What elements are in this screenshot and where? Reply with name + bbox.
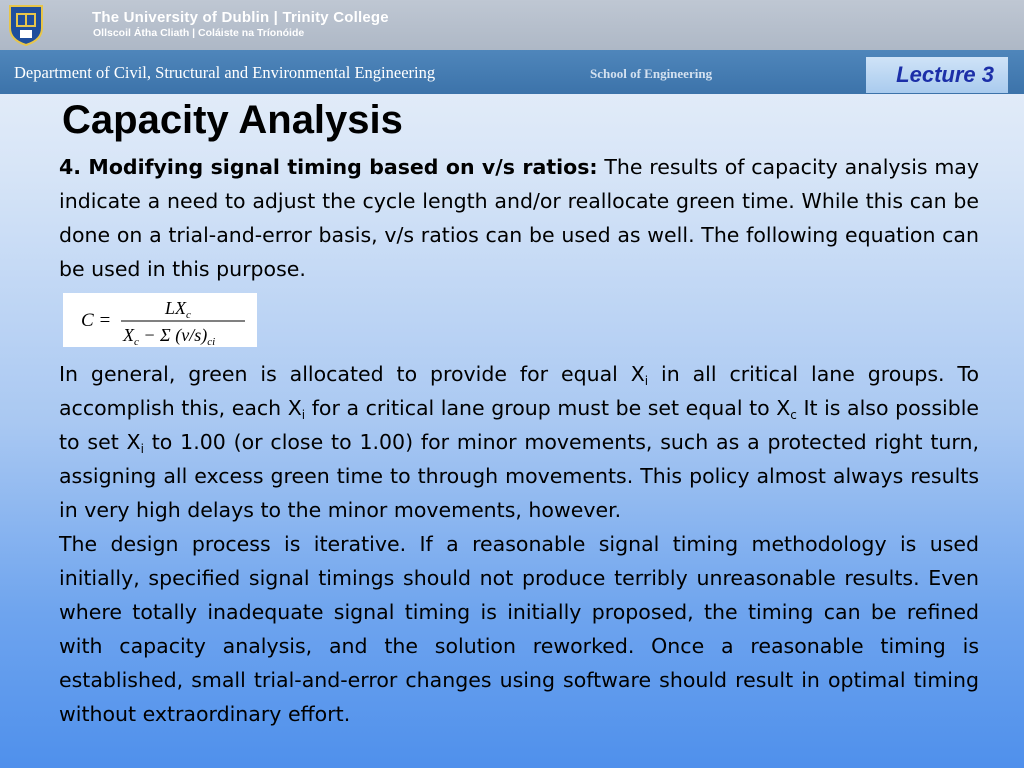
equation-numerator: $LX_c$ — [165, 298, 191, 321]
paragraph-modifying-signal-timing — [59, 150, 979, 286]
equation-lhs: C = — [81, 310, 112, 331]
slide-title: Capacity Analysis — [62, 98, 403, 142]
equation-denominator: $X_c - \Sigma$ $(v/s)_{ci}$ — [123, 325, 216, 347]
equation-graphic — [63, 293, 257, 347]
paragraph-green-allocation: In general, green is allocated to provide for equal $X_i$ in all critical lane groups. To accomplish this, each $X_i$ for a critical lane group must be set equal to $X_c$ It is also possible to set $X_i$ to 1.00 (or close to 1.00) for minor movements, such as a protected right turn, assigning all excess green time to through movements. This policy almost always results in very high delays to the minor movements, however. — [59, 362, 980, 522]
lecture-badge — [866, 57, 1008, 93]
paragraph-heading: 4. Modifying signal timing based on v/s ratios: — [59, 155, 598, 179]
university-title: The University of Dublin | Trinity College — [92, 9, 389, 26]
paragraph-text: The results of capacity analysis may indicate a need to adjust the cycle length and/or reallocate green time. While this can be done on a trial-and-error basis, v/s ratios can be used as well. The following equation can be used in this purpose. — [59, 155, 980, 281]
university-subtitle: Ollscoil Átha Cliath | Coláiste na Tríonóide — [93, 27, 305, 39]
university-header — [0, 0, 1024, 50]
paragraph-design-process: The design process is iterative. If a reasonable signal timing methodology is used initially, specified signal timings should not produce terribly unreasonable results. Even where totally inadequate signal timing is initially proposed, the timing can be refined with capacity analysis, and the solution reworked. Once a reasonable timing is established, small trial-and-error changes using software should result in optimal timing without extraordinary effort. — [59, 532, 979, 726]
department-name: Department of Civil, Structural and Environmental Engineering — [14, 63, 436, 82]
cycle-length-equation — [63, 293, 257, 347]
school-name: School of Engineering — [590, 66, 713, 81]
lecture-label: Lecture 3 — [896, 62, 994, 87]
slide-body — [59, 150, 979, 731]
trinity-crest-icon — [8, 4, 44, 46]
